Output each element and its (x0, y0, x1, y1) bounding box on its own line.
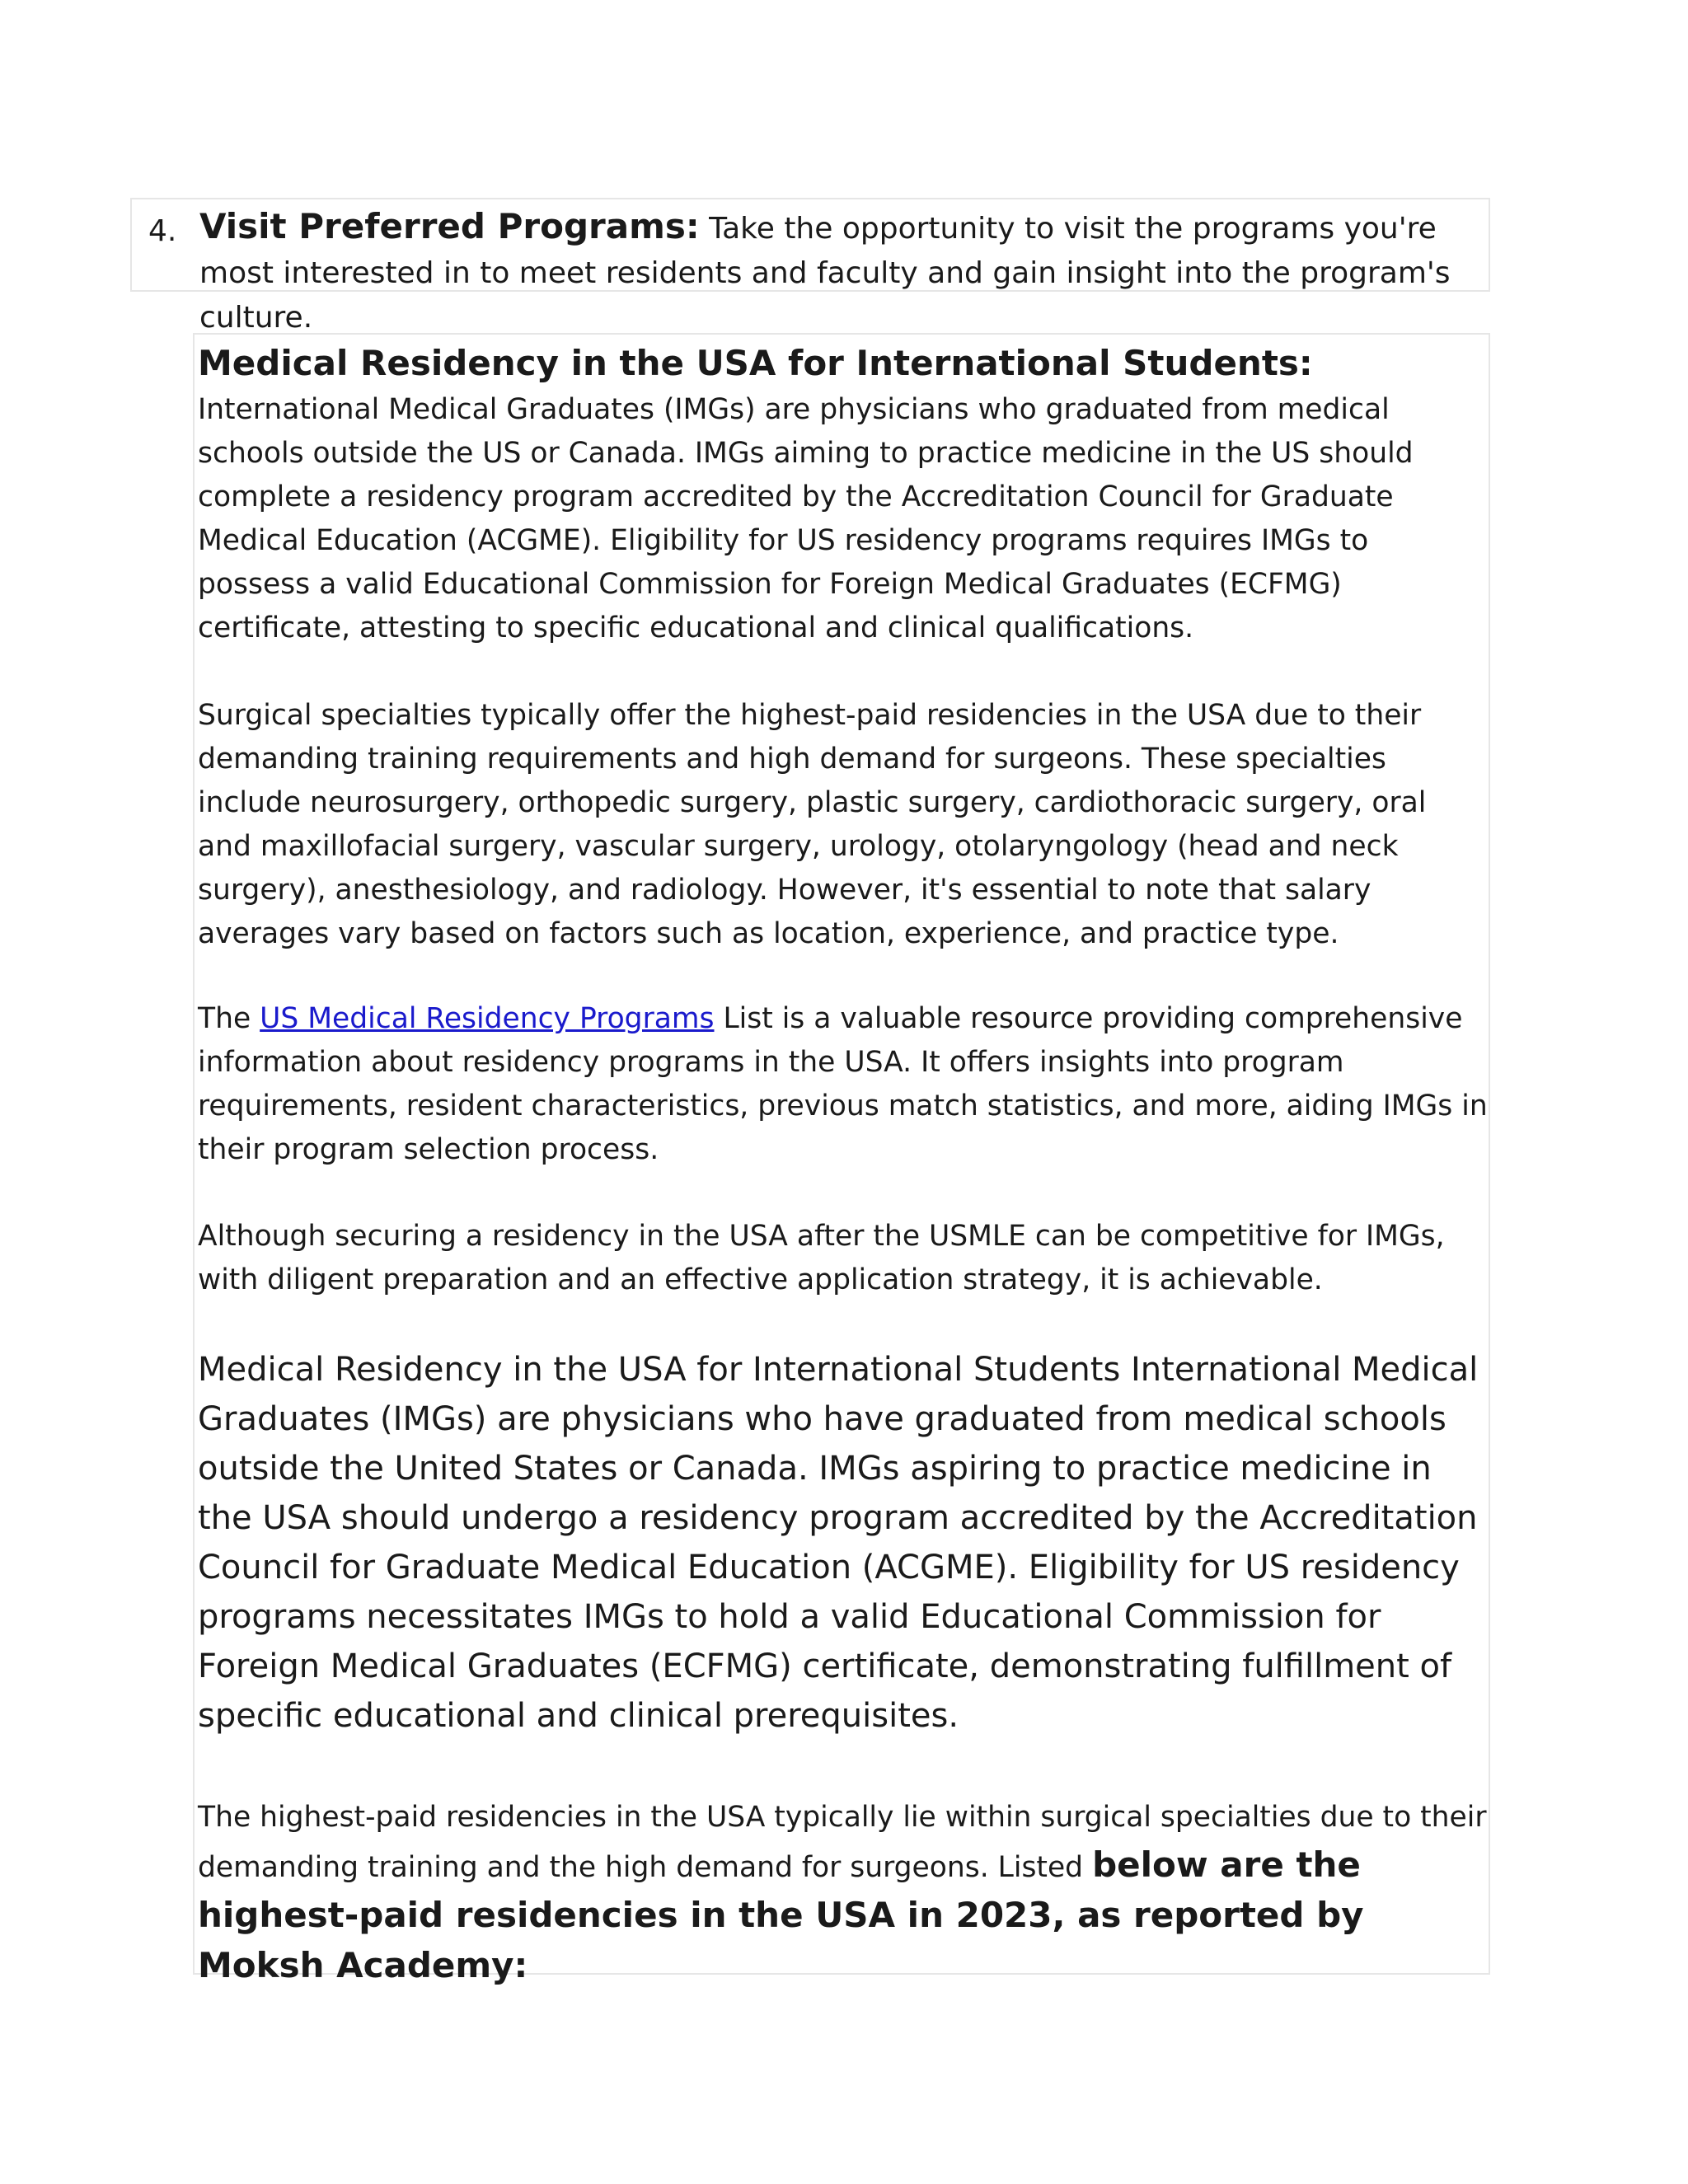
residency-article (193, 333, 1490, 1985)
list-item-content (199, 204, 1485, 340)
list-item-visit-programs (130, 198, 1490, 335)
section-heading: Medical Residency in the USA for International Students: (198, 343, 1313, 383)
list-item-text: Take the opportunity to visit the programs you're most interested in to meet residents and faculty and gain insight into the program's culture. (199, 212, 1451, 335)
list-item-title: Visit Preferred Programs: (199, 206, 700, 246)
intro-paragraph (198, 341, 1489, 650)
programs-list-paragraph (198, 997, 1489, 1172)
highest-paid-bold-text: below are the highest-paid residencies in the USA in 2023, as reported by Moksh Academy: (198, 1844, 1364, 1985)
intro-text: International Medical Graduates (IMGs) are physicians who graduated from medical schools outside the US or Canada. IMGs aiming to practice medicine in the US should complete a residency program accredited by the Accreditation Council for Graduate Medical Education (ACGME). Eligibility for US residency programs requires IMGs to possess a valid Educational Commission for Foreign Medical Graduates (ECFMG) certificate, attesting to specific educational and clinical qualifications. (198, 393, 1414, 644)
competitiveness-paragraph: Although securing a residency in the USA after the USMLE can be competitive for IMGs, with diligent preparation and an effective application strategy, it is achievable. (198, 1220, 1445, 1296)
img-overview-paragraph: Medical Residency in the USA for International Students International Medical Graduates (IMGs) are physicians who have graduated from medical schools outside the United States or Canada. IMGs aspiring to practice medicine in the USA should undergo a residency program accredited by the Accreditation Council for Graduate Medical Education (ACGME). Eligibility for US residency programs necessitates IMGs to hold a valid Educational Commission for Foreign Medical Graduates (ECFMG) certificate, demonstrating fulfillment of specific educational and clinical prerequisites. (198, 1351, 1479, 1735)
surgical-specialties-paragraph: Surgical specialties typically offer the highest-paid residencies in the USA due to their demanding training requirements and high demand for surgeons. These specialties include neurosurgery, orthopedic surgery, plastic surgery, cardiothoracic surgery, oral and maxillofacial surgery, vascular surgery, urology, otolaryngology (head and neck surgery), anesthesiology, and radiology. However, it's essential to note that salary averages vary based on factors such as location, experience, and practice type. (198, 699, 1427, 950)
list-number: 4. (148, 214, 177, 248)
us-medical-residency-programs-link[interactable]: US Medical Residency Programs (260, 1002, 715, 1035)
highest-paid-text: The highest-paid residencies in the USA typically lie within surgical specialties due to their demanding training and the high demand for surgeons. Listed (198, 1801, 1487, 1884)
highest-paid-paragraph (198, 1793, 1489, 1992)
programs-list-text-before: The (198, 1002, 260, 1035)
programs-list-text-after: List is a valuable resource providing comprehensive information about residency programs in the USA. It offers insights into program requirements, resident characteristics, previous match statistics, and more, aiding IMGs in their program selection process. (198, 1002, 1488, 1166)
